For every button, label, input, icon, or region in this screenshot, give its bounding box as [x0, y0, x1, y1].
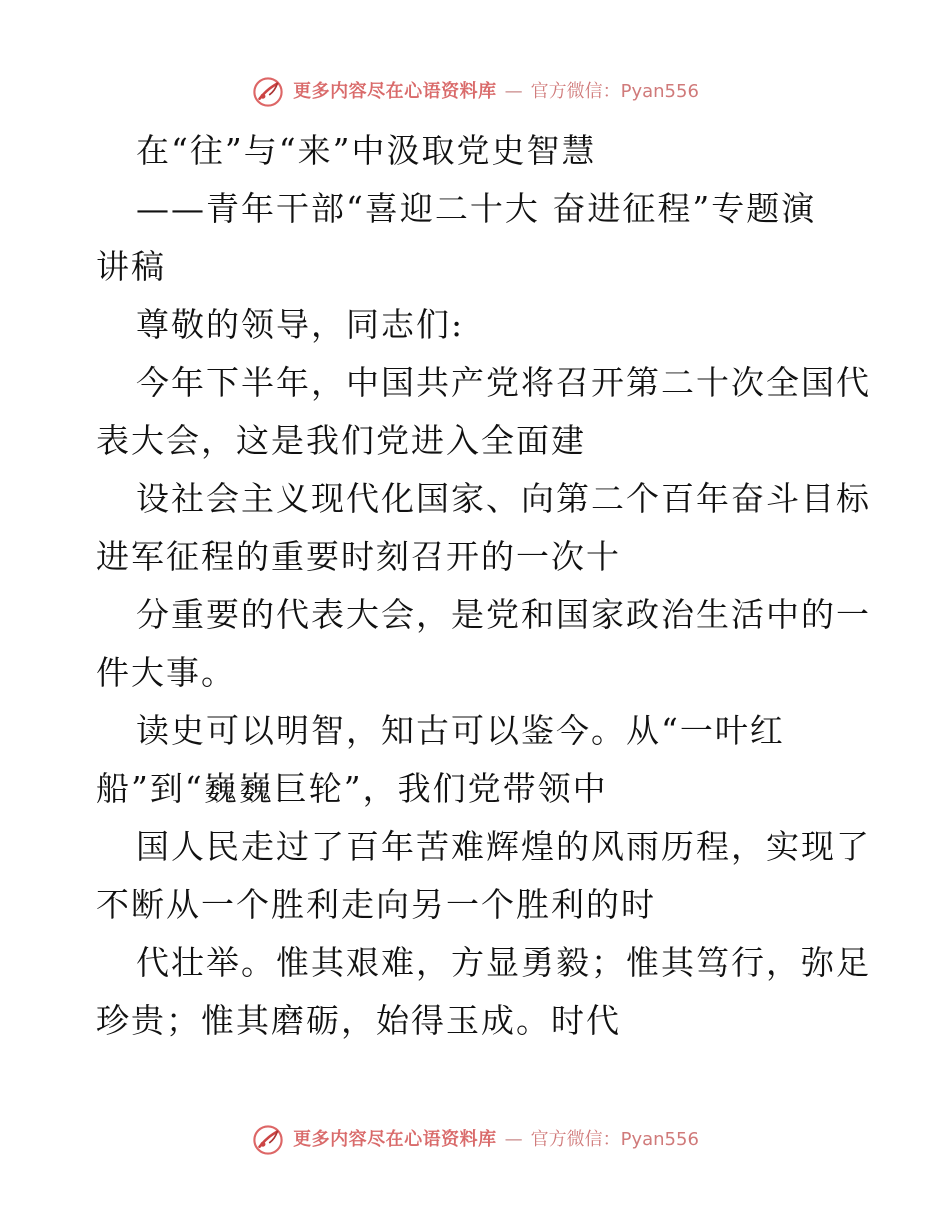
paragraph-line: 设社会主义现代化国家、向第二个百年奋斗目标 — [136, 479, 871, 518]
paragraph-line: 读史可以明智，知古可以鉴今。从“一叶红 — [136, 711, 785, 750]
paragraph-line: 珍贵；惟其磨砺，始得玉成。时代 — [96, 1001, 621, 1040]
watermark-separator: — — [504, 1129, 523, 1150]
header-watermark — [0, 72, 950, 112]
red-quill-seal-icon — [251, 75, 285, 109]
paragraph-line: 进军征程的重要时刻召开的一次十 — [96, 537, 621, 576]
paragraph-line: 代壮举。惟其艰难，方显勇毅；惟其笃行，弥足 — [136, 943, 871, 982]
salutation-line: 尊敬的领导，同志们: — [136, 305, 465, 344]
watermark-main-text: 更多内容尽在心语资料库 — [293, 1129, 497, 1150]
red-quill-seal-icon — [251, 1123, 285, 1157]
paragraph-line: 船”到“巍巍巨轮”，我们党带领中 — [96, 769, 608, 808]
paragraph-line: 分重要的代表大会，是党和国家政治生活中的一 — [136, 595, 871, 634]
document-title-line: 在“往”与“来”中汲取党史智慧 — [136, 131, 597, 170]
paragraph-line: 今年下半年，中国共产党将召开第二十次全国代 — [136, 363, 871, 402]
document-body — [96, 122, 871, 1050]
watermark-separator: — — [504, 81, 523, 102]
paragraph-line: 件大事。 — [96, 653, 236, 692]
paragraph-line: 表大会，这是我们党进入全面建 — [96, 421, 586, 460]
watermark-main-text: 更多内容尽在心语资料库 — [293, 81, 497, 102]
watermark-account-text: 官方微信：Pyan556 — [530, 1129, 699, 1150]
paragraph-line: 国人民走过了百年苦难辉煌的风雨历程，实现了 — [136, 827, 871, 866]
paragraph-line: 不断从一个胜利走向另一个胜利的时 — [96, 885, 656, 924]
watermark-account-text: 官方微信：Pyan556 — [530, 81, 699, 102]
footer-watermark — [0, 1120, 950, 1160]
document-subtitle-continuation: 讲稿 — [96, 247, 166, 286]
document-subtitle-line: ——青年干部“喜迎二十大 奋进征程”专题演 — [136, 189, 817, 228]
